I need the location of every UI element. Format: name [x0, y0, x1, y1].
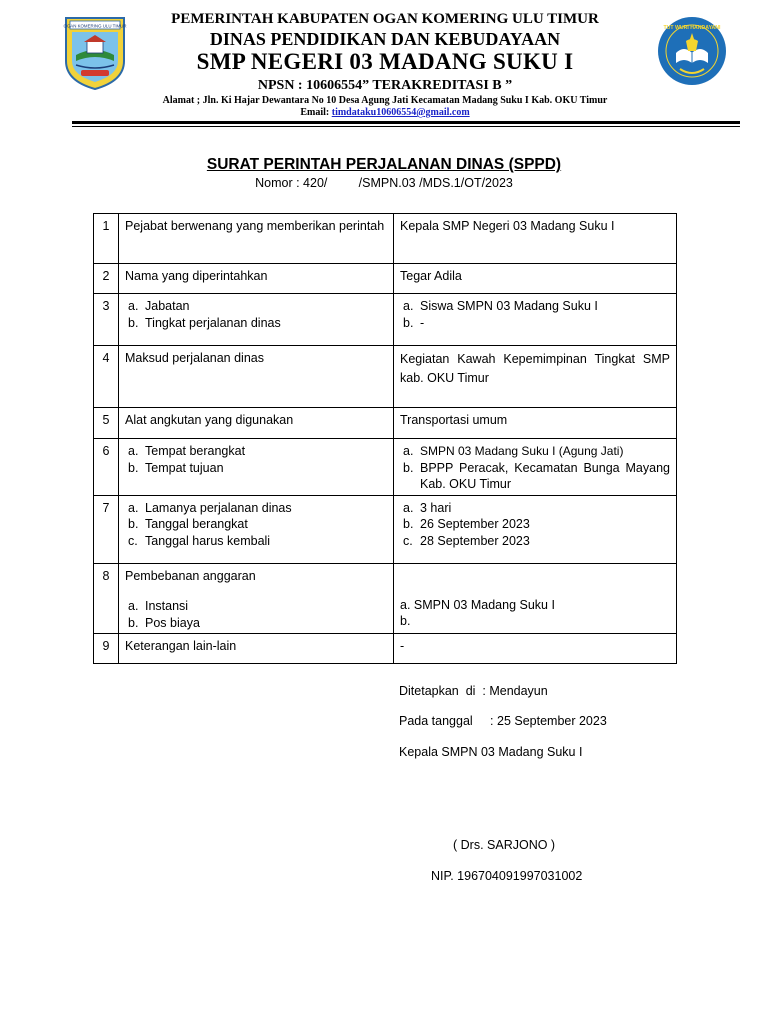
svg-text:OGAN KOMERING ULU TIMUR: OGAN KOMERING ULU TIMUR [63, 23, 127, 29]
table-row [94, 563, 677, 634]
list-item: a. SMPN 03 Madang Suku I (Agung Jati) [403, 444, 624, 458]
row-label [119, 495, 394, 563]
place-of-issue: Ditetapkan di : Mendayun [399, 684, 548, 698]
list-item: c. 28 September 2023 [403, 533, 530, 548]
school-address: Alamat ; Jln. Ki Hajar Dewantara No 10 Desa Agung Jati Kecamatan Madang Suku I Kab. OKU Timur [162, 95, 608, 106]
row-label [119, 294, 394, 346]
row-label: Nama yang diperintahkan [119, 264, 394, 294]
row-number: 8 [94, 563, 119, 634]
list-item: a. Tempat berangkat [128, 444, 246, 458]
npsn-accreditation: NPSN : 10606554” TERAKREDITASI B ” [257, 78, 513, 93]
row-number: 4 [94, 346, 119, 408]
table-row [94, 346, 677, 408]
email-label: Email: [300, 107, 332, 118]
school-email-line [160, 107, 610, 118]
table-row [94, 439, 677, 496]
row-label: Keterangan lain-lain [119, 634, 394, 664]
department-name: DINAS PENDIDIKAN DAN KEBUDAYAAN [209, 29, 561, 49]
row-value: Tegar Adila [394, 264, 677, 294]
regency-logo [62, 15, 128, 91]
signer-nip: NIP. 196704091997031002 [431, 869, 583, 883]
row-number: 5 [94, 408, 119, 439]
email-link[interactable]: timdataku10606554@gmail.com [331, 107, 470, 118]
row-value [394, 495, 677, 563]
government-name: PEMERINTAH KABUPATEN OGAN KOMERING ULU TIMUR [171, 11, 599, 27]
letterhead-rule-thin [72, 126, 740, 127]
row-number: 2 [94, 264, 119, 294]
row-value: Kepala SMP Negeri 03 Madang Suku I [394, 214, 677, 264]
row-value: Kegiatan Kawah Kepemimpinan Tingkat SMP kab. OKU Timur [394, 346, 677, 408]
date-of-issue: Pada tanggal : 25 September 2023 [399, 714, 607, 728]
row-label [119, 563, 394, 634]
list-item: b. Tingkat perjalanan dinas [128, 315, 281, 330]
list-item: b. Pos biaya [128, 615, 200, 630]
row-number: 9 [94, 634, 119, 664]
row-value: - [394, 634, 677, 664]
signer-name: ( Drs. SARJONO ) [453, 838, 556, 852]
document-number: Nomor : 420/ /SMPN.03 /MDS.1/OT/2023 [255, 176, 513, 190]
list-item: a. 3 hari [403, 500, 452, 515]
list-item: a. Jabatan [128, 299, 190, 313]
list-item: a. Lamanya perjalanan dinas [128, 500, 292, 515]
table-row [94, 294, 677, 346]
list-item: b. Tempat tujuan [128, 460, 224, 475]
budget-agency: a. SMPN 03 Madang Suku I [400, 597, 555, 612]
table-row [94, 264, 677, 294]
signer-position: Kepala SMPN 03 Madang Suku I [399, 745, 583, 759]
table-row [94, 408, 677, 439]
row-value [394, 294, 677, 346]
list-item: b. Tanggal berangkat [128, 517, 248, 531]
sppd-table [93, 213, 677, 664]
list-item: b. BPPP Peracak, Kecamatan Bunga Mayang Kab. OKU Timur [403, 460, 670, 491]
row-number: 6 [94, 439, 119, 496]
school-name: SMP NEGERI 03 MADANG SUKU I [196, 49, 574, 74]
row-value: Transportasi umum [394, 408, 677, 439]
table-row [94, 495, 677, 563]
list-item: b. - [403, 315, 425, 330]
row-label [119, 439, 394, 496]
row-label: Alat angkutan yang digunakan [119, 408, 394, 439]
list-item: c. Tanggal harus kembali [128, 533, 271, 548]
table-row [94, 214, 677, 264]
row-label-text: Pembebanan anggaran [125, 568, 256, 583]
document-title: SURAT PERINTAH PERJALANAN DINAS (SPPD) [206, 156, 562, 173]
list-item: b. 26 September 2023 [403, 517, 530, 531]
table-row [94, 634, 677, 664]
row-label: Pejabat berwenang yang memberikan perintah [119, 214, 394, 264]
letterhead-rule-thick [72, 121, 740, 124]
svg-text:TUT WURI HANDAYANI: TUT WURI HANDAYANI [663, 25, 721, 31]
row-number: 1 [94, 214, 119, 264]
row-label: Maksud perjalanan dinas [119, 346, 394, 408]
list-item: a. Instansi [128, 599, 189, 613]
budget-post: b. [400, 614, 411, 628]
list-item: a. Siswa SMPN 03 Madang Suku I [403, 299, 598, 313]
row-number: 3 [94, 294, 119, 346]
tut-wuri-handayani-logo [656, 11, 728, 91]
row-value [394, 563, 677, 634]
row-value [394, 439, 677, 496]
row-number: 7 [94, 495, 119, 563]
